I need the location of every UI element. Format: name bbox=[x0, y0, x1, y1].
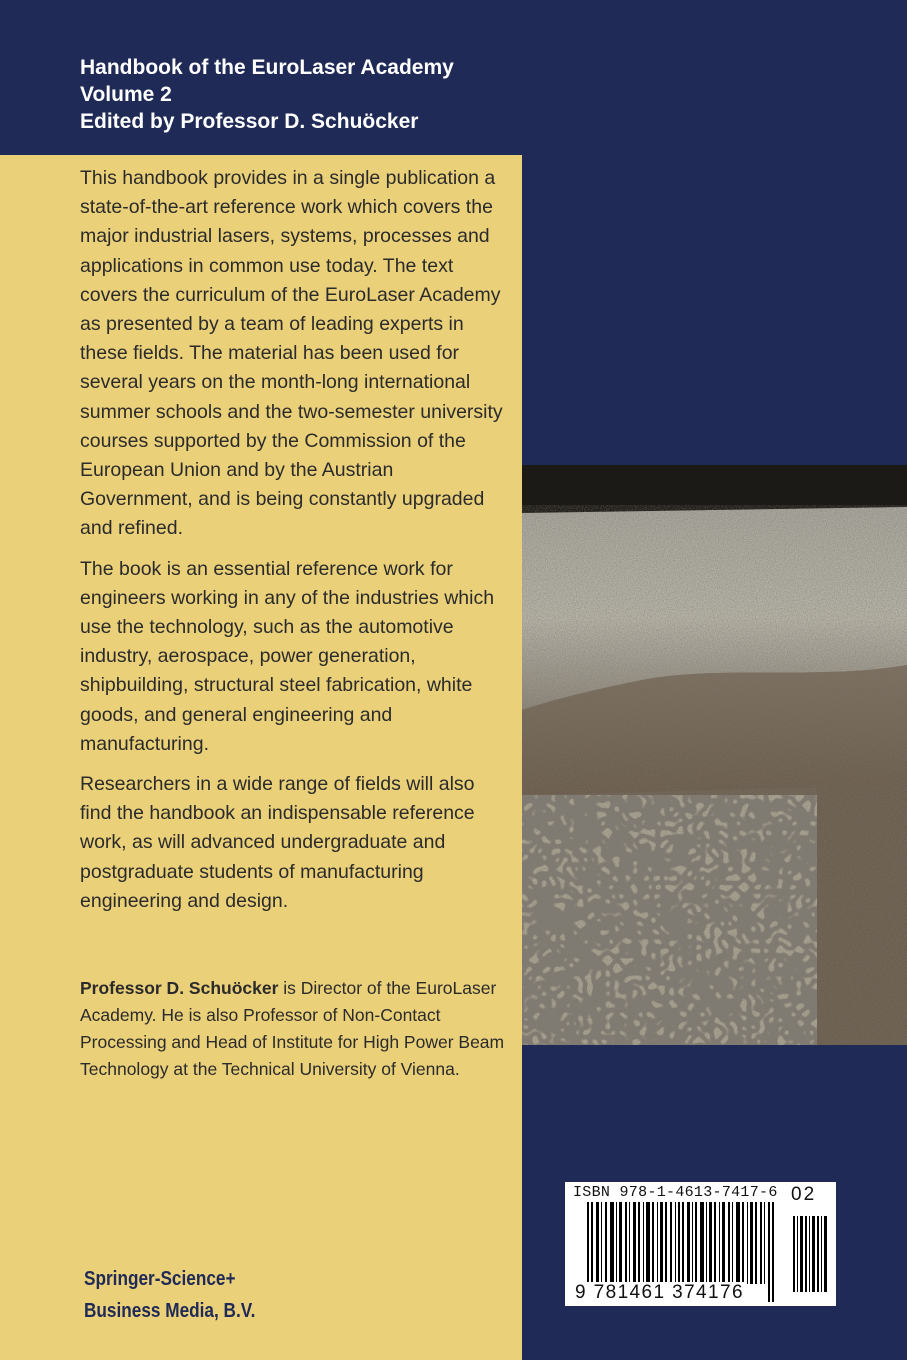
blurb-text bbox=[80, 164, 510, 927]
micrograph-image bbox=[522, 465, 907, 1045]
blurb-paragraph-1: This handbook provides in a single publication a state-of-the-art reference work which covers the major industrial lasers, systems, processes and applications in common use today. The text covers the curriculum of the EuroLaser Academy as presented by a team of leading experts in these fields. The material has been used for several years on the month-long international summer schools and the two-semester university courses supported by the Commission of the European Union and by the Austrian Government, and is being constantly upgraded and refined. bbox=[80, 167, 503, 540]
publisher-line-2: Business Media, B.V. bbox=[84, 1300, 256, 1322]
author-bio-text: is Director of the EuroLaser Academy. He is also Professor of Non-Contact Processing and Head of Institute for High Power Beam Technology at the Technical University of Vienna. bbox=[80, 978, 505, 1079]
publisher-imprint bbox=[84, 1263, 255, 1327]
isbn-number: ISBN 978-1-4613-7417-6 bbox=[573, 1184, 778, 1201]
author-name: Professor D. Schuöcker bbox=[80, 978, 279, 998]
header-block bbox=[80, 54, 454, 135]
isbn-addon-digits: 02 bbox=[791, 1184, 817, 1205]
volume-label: Volume 2 bbox=[80, 83, 172, 106]
addon-barcode-icon bbox=[793, 1202, 829, 1292]
isbn-barcode-label bbox=[565, 1182, 836, 1306]
series-title: Handbook of the EuroLaser Academy bbox=[80, 56, 454, 79]
blurb-paragraph-2: The book is an essential reference work for engineers working in any of the industries which use the technology, such as the automotive industry, aerospace, power generation, shipbuilding, structural steel fabrication, white goods, and general engineering and manufacturing. bbox=[80, 557, 495, 755]
barcode-digits: 9 781461 374176 bbox=[575, 1282, 744, 1303]
editor-credit: Edited by Professor D. Schuöcker bbox=[80, 110, 419, 133]
blurb-paragraph-3: Researchers in a wide range of fields will also find the handbook an indispensable reference work, as will advanced undergraduate and postgraduate students of manufacturing engineering and design. bbox=[80, 773, 475, 912]
author-bio bbox=[80, 975, 510, 1083]
publisher-line-1: Springer-Science+ bbox=[84, 1268, 236, 1290]
